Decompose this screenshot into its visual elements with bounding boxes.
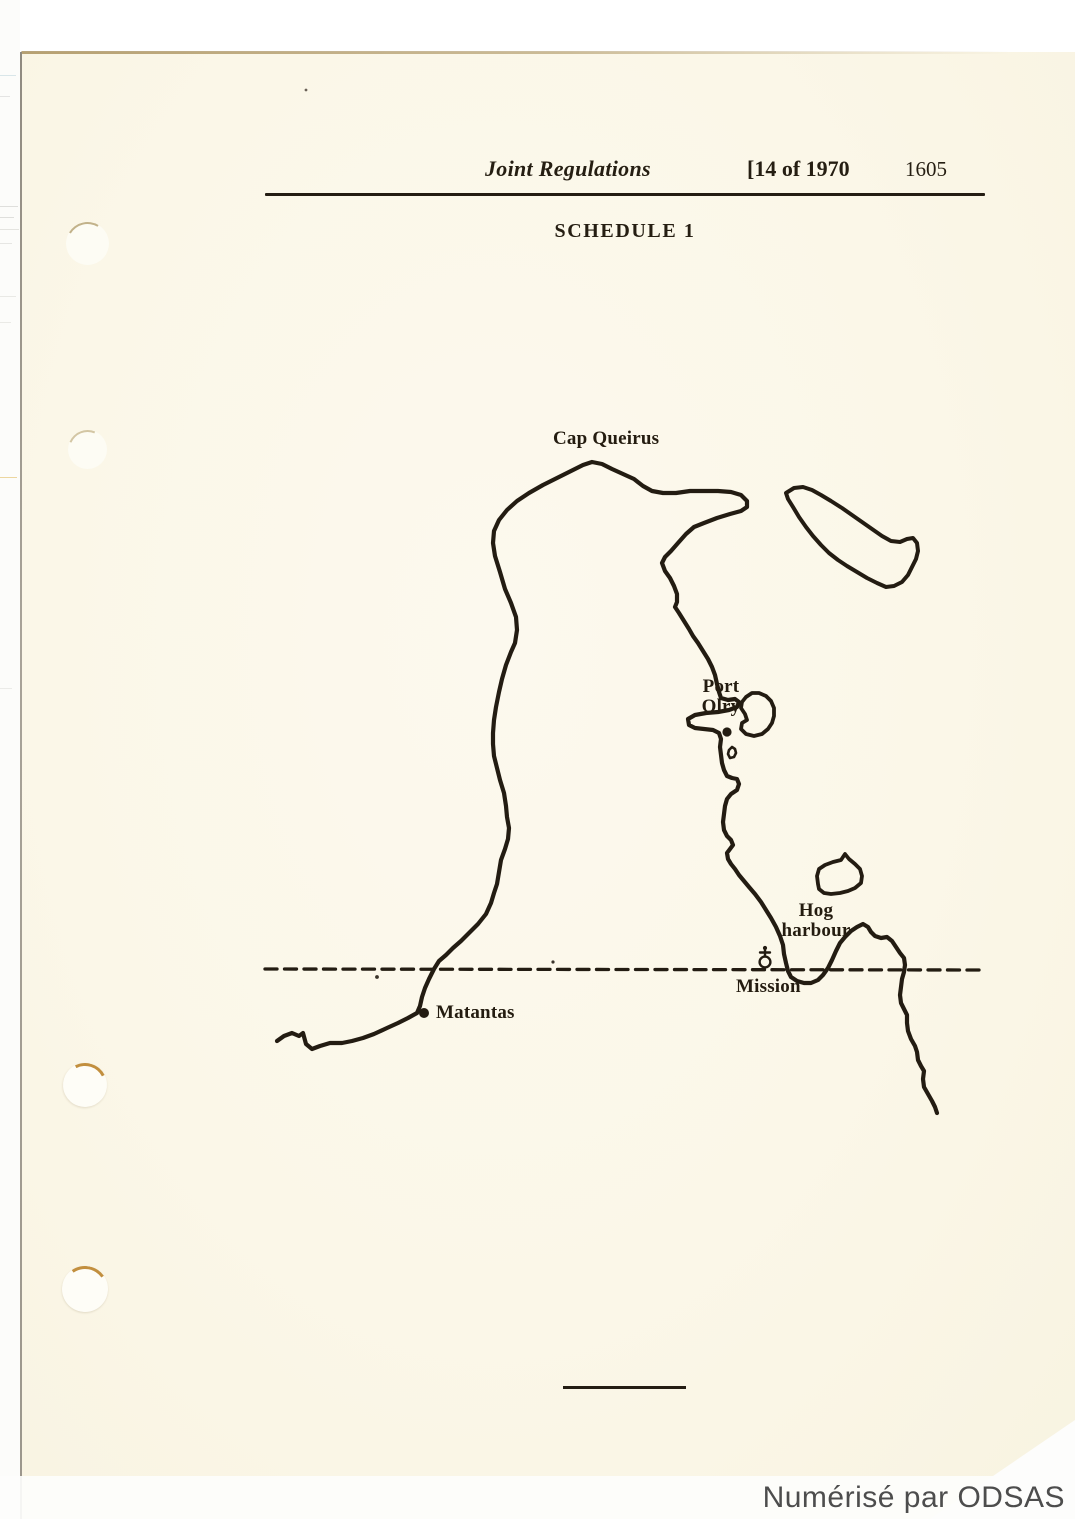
offshore-island-north — [786, 487, 918, 587]
label-port-olry — [694, 677, 748, 716]
label-hog-harbour-line2: harbour — [781, 920, 851, 941]
label-hog-harbour-line1: Hog — [798, 900, 834, 921]
label-port-olry-line1: Port — [702, 676, 740, 697]
label-port-olry-line2: Olry — [701, 695, 741, 717]
label-mission: Mission — [736, 976, 801, 997]
page-number: 1605 — [905, 157, 947, 181]
ink-speck — [375, 975, 379, 979]
port-olry-islet — [728, 747, 736, 758]
label-matantas: Matantas — [436, 1002, 515, 1023]
boundary-dashed-line — [265, 969, 983, 970]
label-cap-queirus: Cap Queirus — [553, 428, 660, 449]
matantas-town-dot — [419, 1008, 429, 1018]
act-reference: [14 of 1970 — [747, 156, 850, 181]
ink-speck — [305, 89, 308, 92]
end-rule — [563, 1386, 686, 1389]
hog-harbour-island — [817, 854, 862, 894]
label-hog-harbour — [779, 901, 853, 941]
ink-speck — [551, 960, 554, 963]
schedule-title: SCHEDULE 1 — [554, 220, 696, 242]
watermark: Numérisé par ODSAS — [762, 1481, 1065, 1514]
journal-title: Joint Regulations — [485, 156, 651, 181]
mission-church-icon — [760, 946, 771, 967]
port-olry-town-dot — [722, 727, 731, 736]
